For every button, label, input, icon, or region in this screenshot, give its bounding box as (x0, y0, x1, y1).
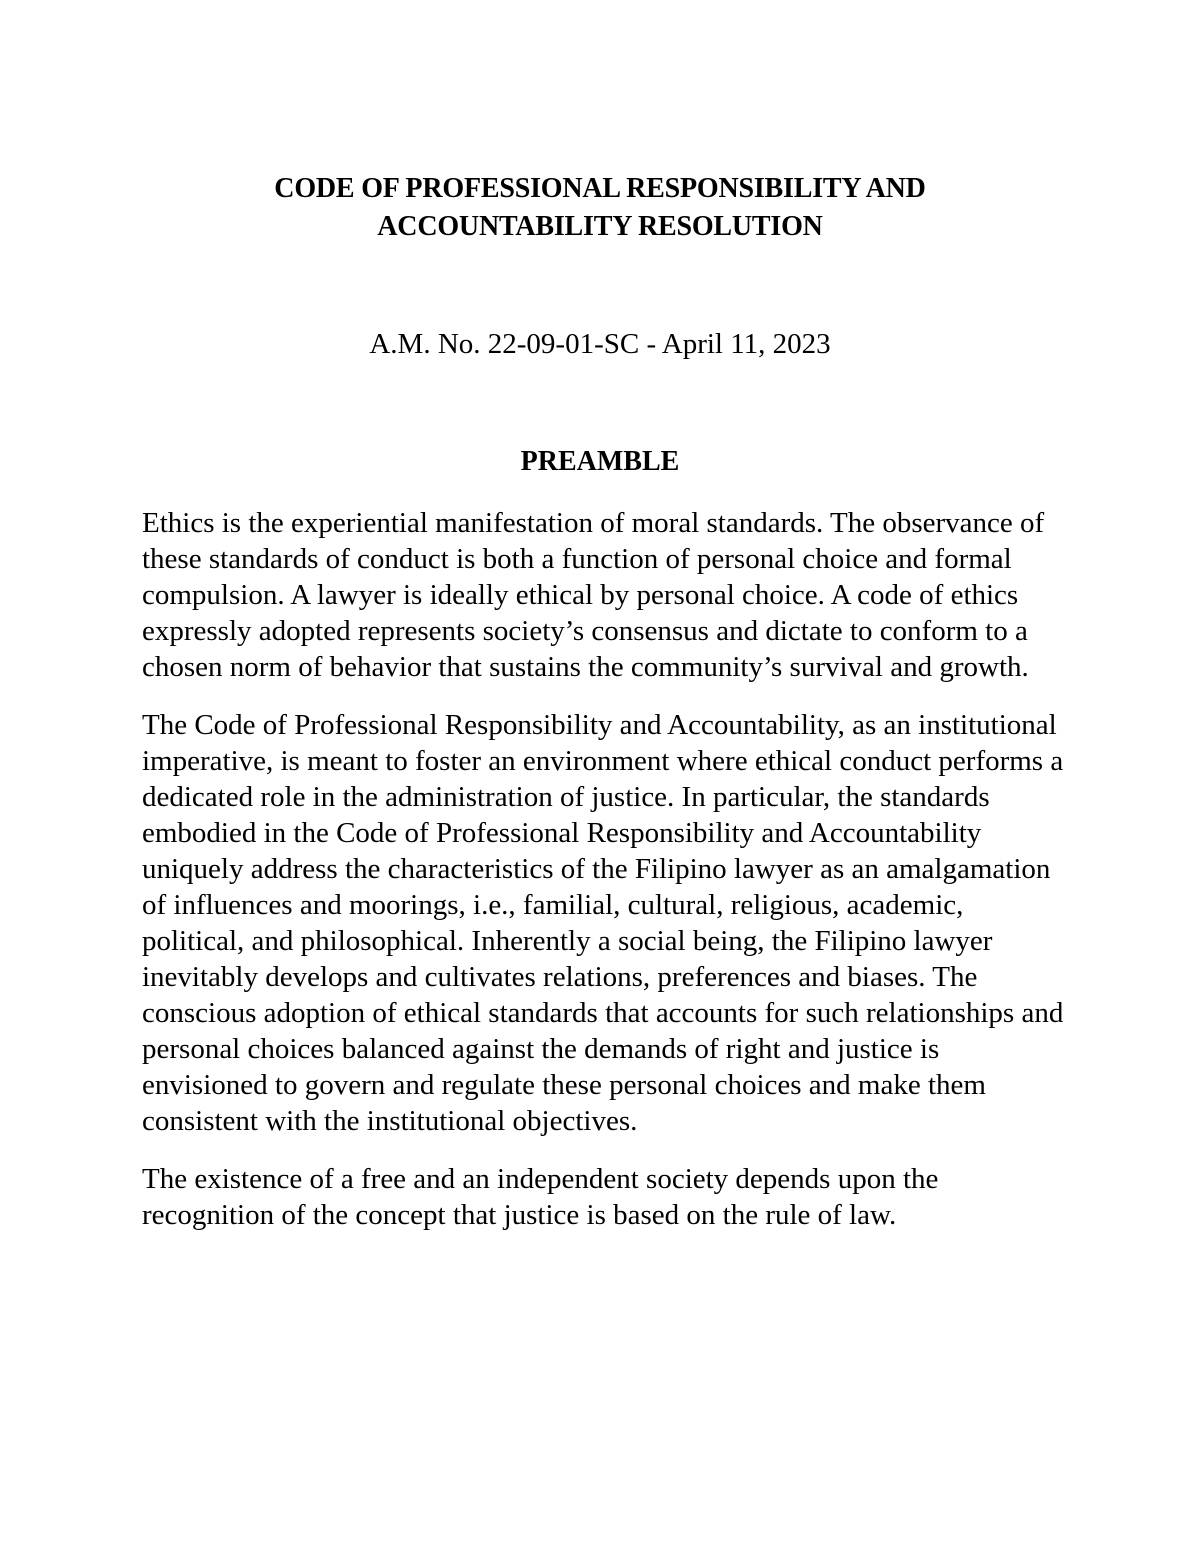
section-heading: PREAMBLE (520, 446, 680, 477)
document-title (0, 170, 1200, 246)
title-line-2: ACCOUNTABILITY RESOLUTION (377, 211, 823, 242)
title-line-1: CODE OF PROFESSIONAL RESPONSIBILITY AND (274, 173, 926, 204)
case-number: A.M. No. 22-09-01-SC - April 11, 2023 (369, 328, 831, 360)
body-text (142, 505, 1072, 1255)
paragraph-1: Ethics is the experiential manifestation of moral standards. The observance of these standards of conduct is both a function of personal choice and formal compulsion. A lawyer is ideally ethical by personal choice. A code of ethics expressly adopted represents society’s consensus and dictate to conform to a chosen norm of behavior that sustains the community’s survival and growth. (142, 507, 1045, 683)
paragraph-2: The Code of Professional Responsibility and Accountability, as an institutional imperative, is meant to foster an environment where ethical conduct performs a dedicated role in the administration of justice. In particular, the standards embodied in the Code of Professional Responsibility and Accountability uniquely address the characteristics of the Filipino lawyer as an amalgamation of influences and moorings, i.e., familial, cultural, religious, academic, political, and philosophical. Inherently a social being, the Filipino lawyer inevitably develops and cultivates relations, preferences and biases. The conscious adoption of ethical standards that accounts for such relationships and personal choices balanced against the demands of right and justice is envisioned to govern and regulate these personal choices and make them consistent with the institutional objectives. (142, 709, 1064, 1137)
paragraph-3: The existence of a free and an independent society depends upon the recognition of the concept that justice is based on the rule of law. (142, 1163, 939, 1231)
